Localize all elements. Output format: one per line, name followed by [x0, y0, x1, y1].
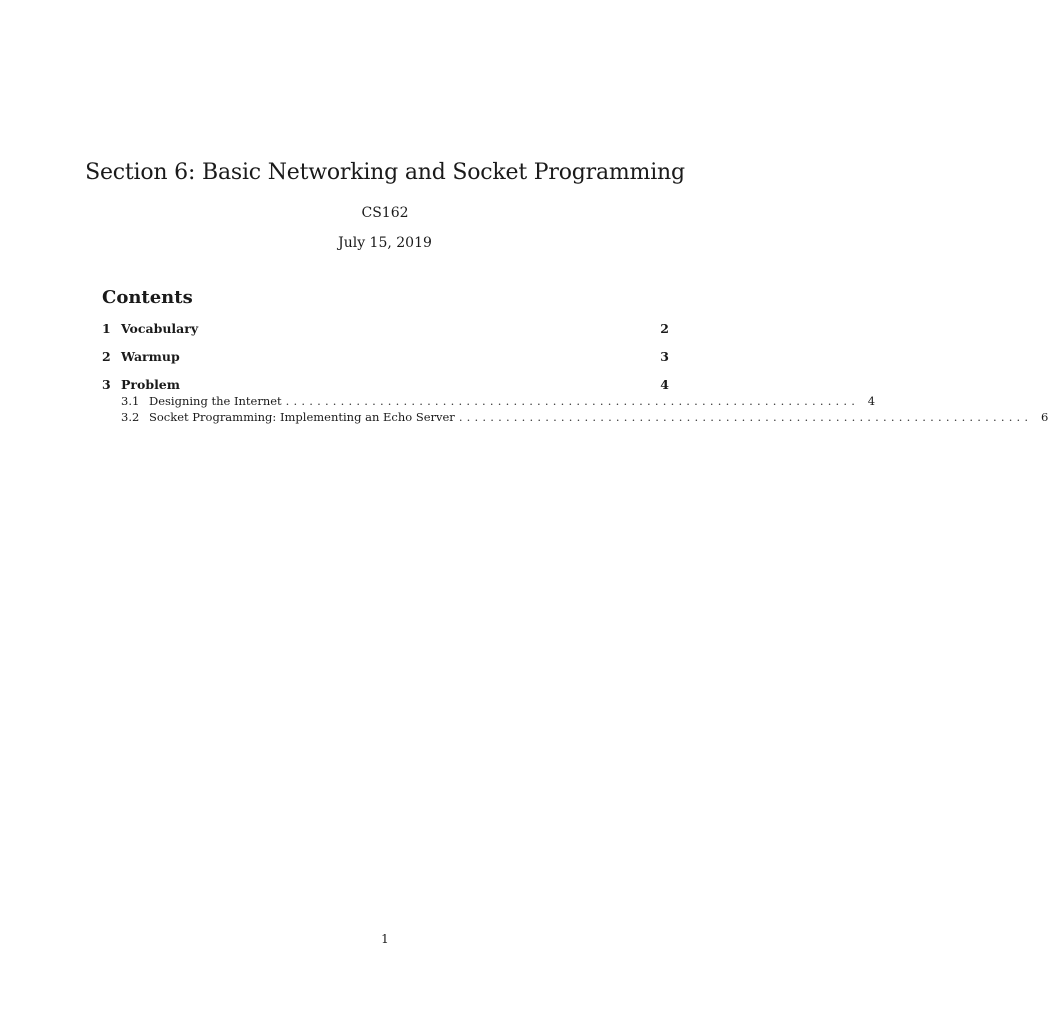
toc-subentry-number: 3.1	[121, 394, 140, 408]
toc-subentry-echo-server[interactable]	[121, 410, 1048, 424]
toc-entry-vocabulary[interactable]	[102, 321, 669, 336]
toc-entry-number: 2	[102, 349, 111, 364]
toc-entry-label: Problem	[121, 377, 180, 392]
toc-subentry-number: 3.2	[121, 410, 140, 424]
toc-leader-dots: .........................................................................	[285, 394, 860, 408]
toc-entry-label: Warmup	[121, 349, 180, 364]
toc-entry-number: 1	[102, 321, 111, 336]
toc-entry-page: 3	[660, 349, 669, 364]
toc-entry-label: Vocabulary	[121, 321, 199, 336]
toc-entry-page: 2	[660, 321, 669, 336]
toc-entry-page: 4	[660, 377, 669, 392]
toc-subentry-designing-the-internet[interactable]	[121, 394, 876, 408]
toc-subentry-page: 4	[867, 394, 876, 408]
toc-leader-dots: .........................................................................	[458, 410, 1033, 424]
document-author: CS162	[361, 205, 409, 221]
contents-heading: Contents	[102, 287, 193, 308]
toc-subentry-label: Socket Programming: Implementing an Echo Server	[149, 410, 455, 424]
document-title: Section 6: Basic Networking and Socket Programming	[85, 160, 685, 185]
document-date: July 15, 2019	[338, 235, 432, 251]
toc-entry-problem[interactable]	[102, 377, 669, 392]
toc-subentry-page: 6	[1040, 410, 1048, 424]
page-number: 1	[381, 932, 389, 946]
toc-entry-number: 3	[102, 377, 111, 392]
toc-entry-warmup[interactable]	[102, 349, 669, 364]
toc-subentry-label: Designing the Internet	[149, 394, 282, 408]
